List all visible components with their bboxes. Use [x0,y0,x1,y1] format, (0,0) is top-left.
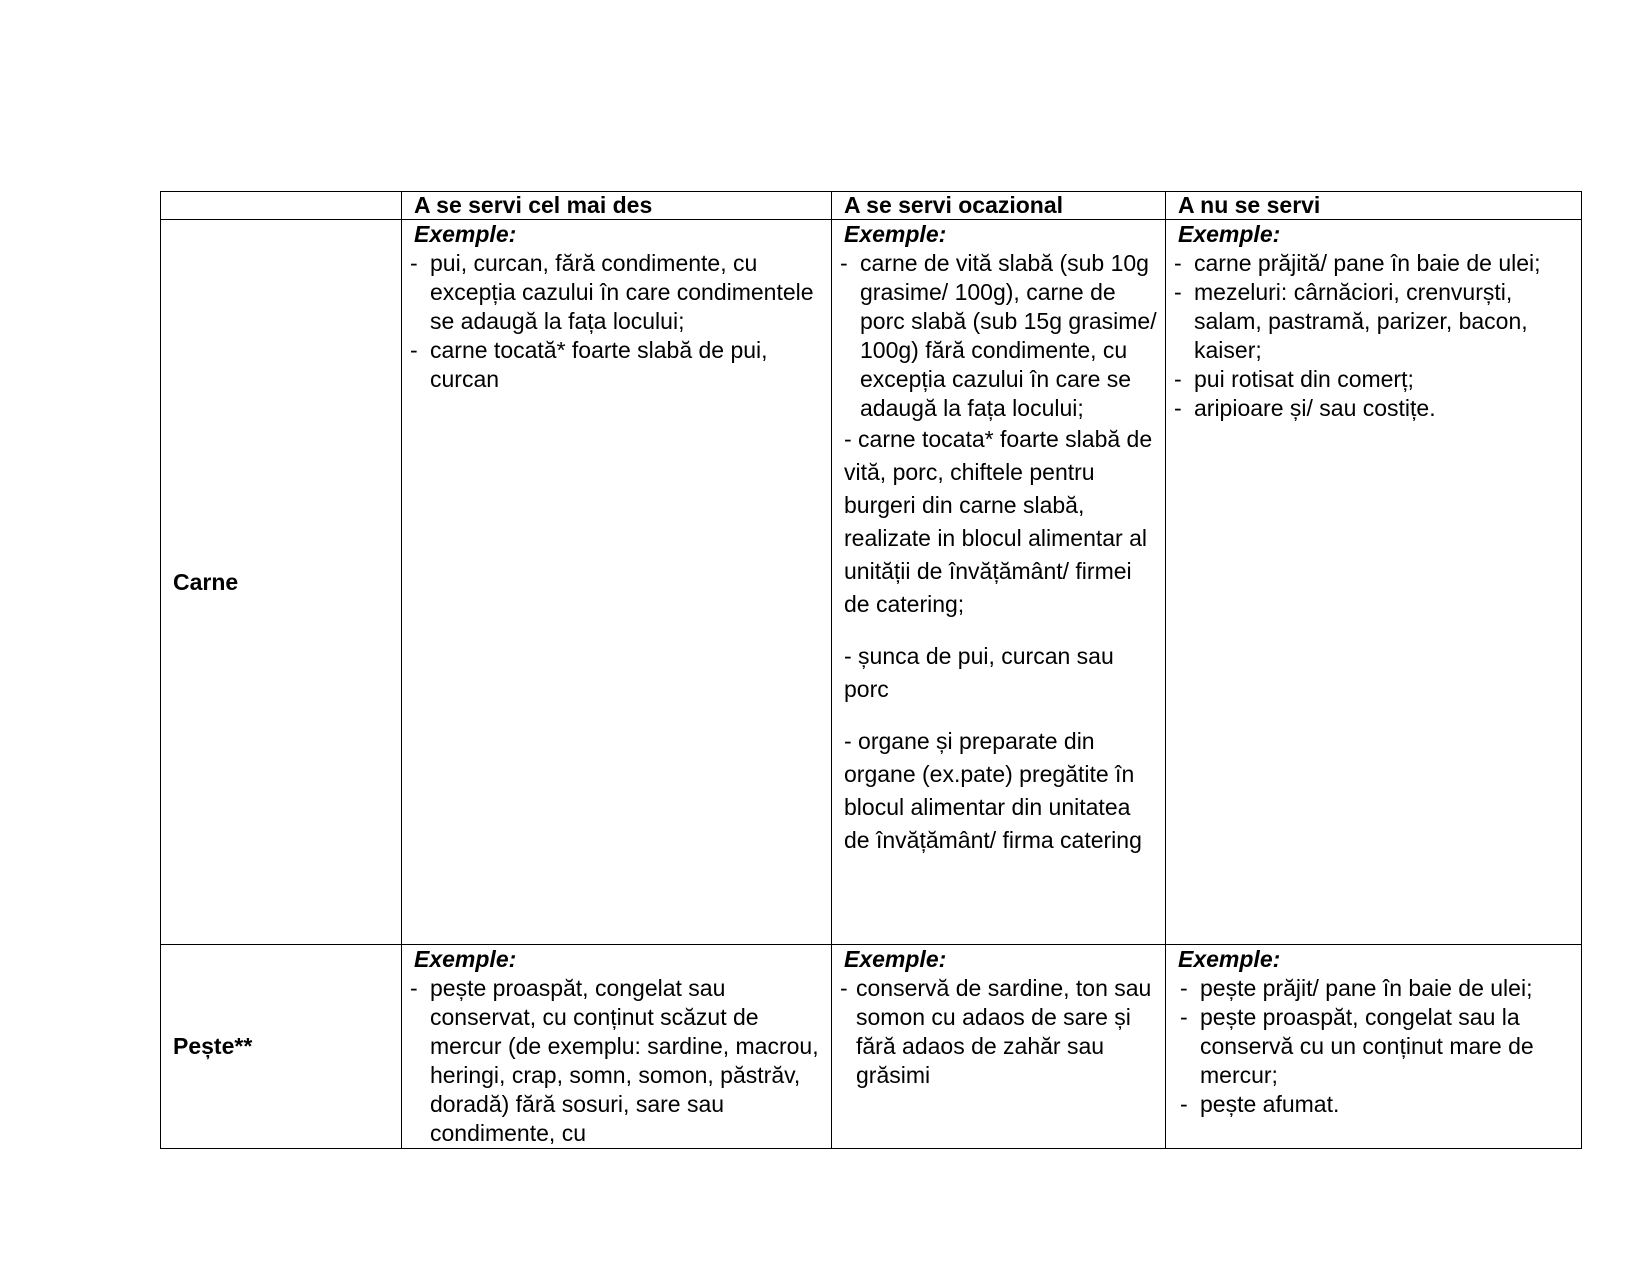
example-label: Exemple: [414,946,517,972]
list-item: - pui, curcan, fără condimente, cu excepția cazului în care condimentele se adaugă la fața locului; [410,250,814,334]
header-cell-most-often: A se servi cel mai des [402,192,832,220]
example-label: Exemple: [1178,946,1281,972]
list-item: - carne tocată* foarte slabă de pui, curcan [410,337,768,392]
header-cell-not-served: A nu se servi [1166,192,1582,220]
cell-peste-not-served [1166,945,1582,1149]
list-item: - șunca de pui, curcan sau porc [844,643,1114,702]
list-item: - pește proaspăt, congelat sau la conservă cu un conținut mare de mercur; [1180,1004,1534,1088]
cell-carne-most-often [402,220,832,945]
list-item: - carne prăjită/ pane în baie de ulei; [1174,250,1541,276]
cell-carne-not-served [1166,220,1582,945]
row-label-peste: Pește** [161,945,402,1149]
list-item: - pui rotisat din comerț; [1174,366,1414,392]
list-item: - pește afumat. [1180,1091,1340,1117]
list-item: - conservă de sardine, ton sau somon cu adaos de sare și fără adaos de zahăr sau grăsimi [840,975,1152,1088]
cell-carne-occasional [832,220,1166,945]
example-label: Exemple: [844,221,947,247]
header-row [161,192,1582,220]
example-label: Exemple: [414,221,517,247]
example-label: Exemple: [844,946,947,972]
list-item: - pește prăjit/ pane în baie de ulei; [1180,975,1533,1001]
table-row-peste [161,945,1582,1149]
list-item: - organe și preparate din organe (ex.pate) pregătite în blocul alimentar din unitatea de învățământ/ firma catering [844,728,1142,853]
list-item: - aripioare și/ sau costițe. [1174,395,1436,421]
cell-peste-occasional [832,945,1166,1149]
list-item: - carne tocata* foarte slabă de vită, porc, chiftele pentru burgeri din carne slabă, realizate in blocul alimentar al unității de învățământ/ firmei de catering; [844,426,1153,617]
table-row-carne [161,220,1582,945]
header-cell-occasional: A se servi ocazional [832,192,1166,220]
header-cell-empty [161,192,402,220]
row-label-carne: Carne [161,220,402,945]
food-guidelines-table [160,191,1582,1149]
list-item: - carne de vită slabă (sub 10g grasime/ 100g), carne de porc slabă (sub 15g grasime/ 100g) fără condimente, cu excepția cazului în care se adaugă la fața locului; [840,250,1157,421]
list-item: - mezeluri: cârnăciori, crenvurști, salam, pastramă, parizer, bacon, kaiser; [1174,279,1528,363]
cell-peste-most-often [402,945,832,1149]
list-item: - pește proaspăt, congelat sau conservat, cu conținut scăzut de mercur (de exemplu: sardine, macrou, heringi, crap, somn, somon, păstrăv, doradă) fără sosuri, sare sau condimente, cu [410,975,819,1146]
example-label: Exemple: [1178,221,1281,247]
